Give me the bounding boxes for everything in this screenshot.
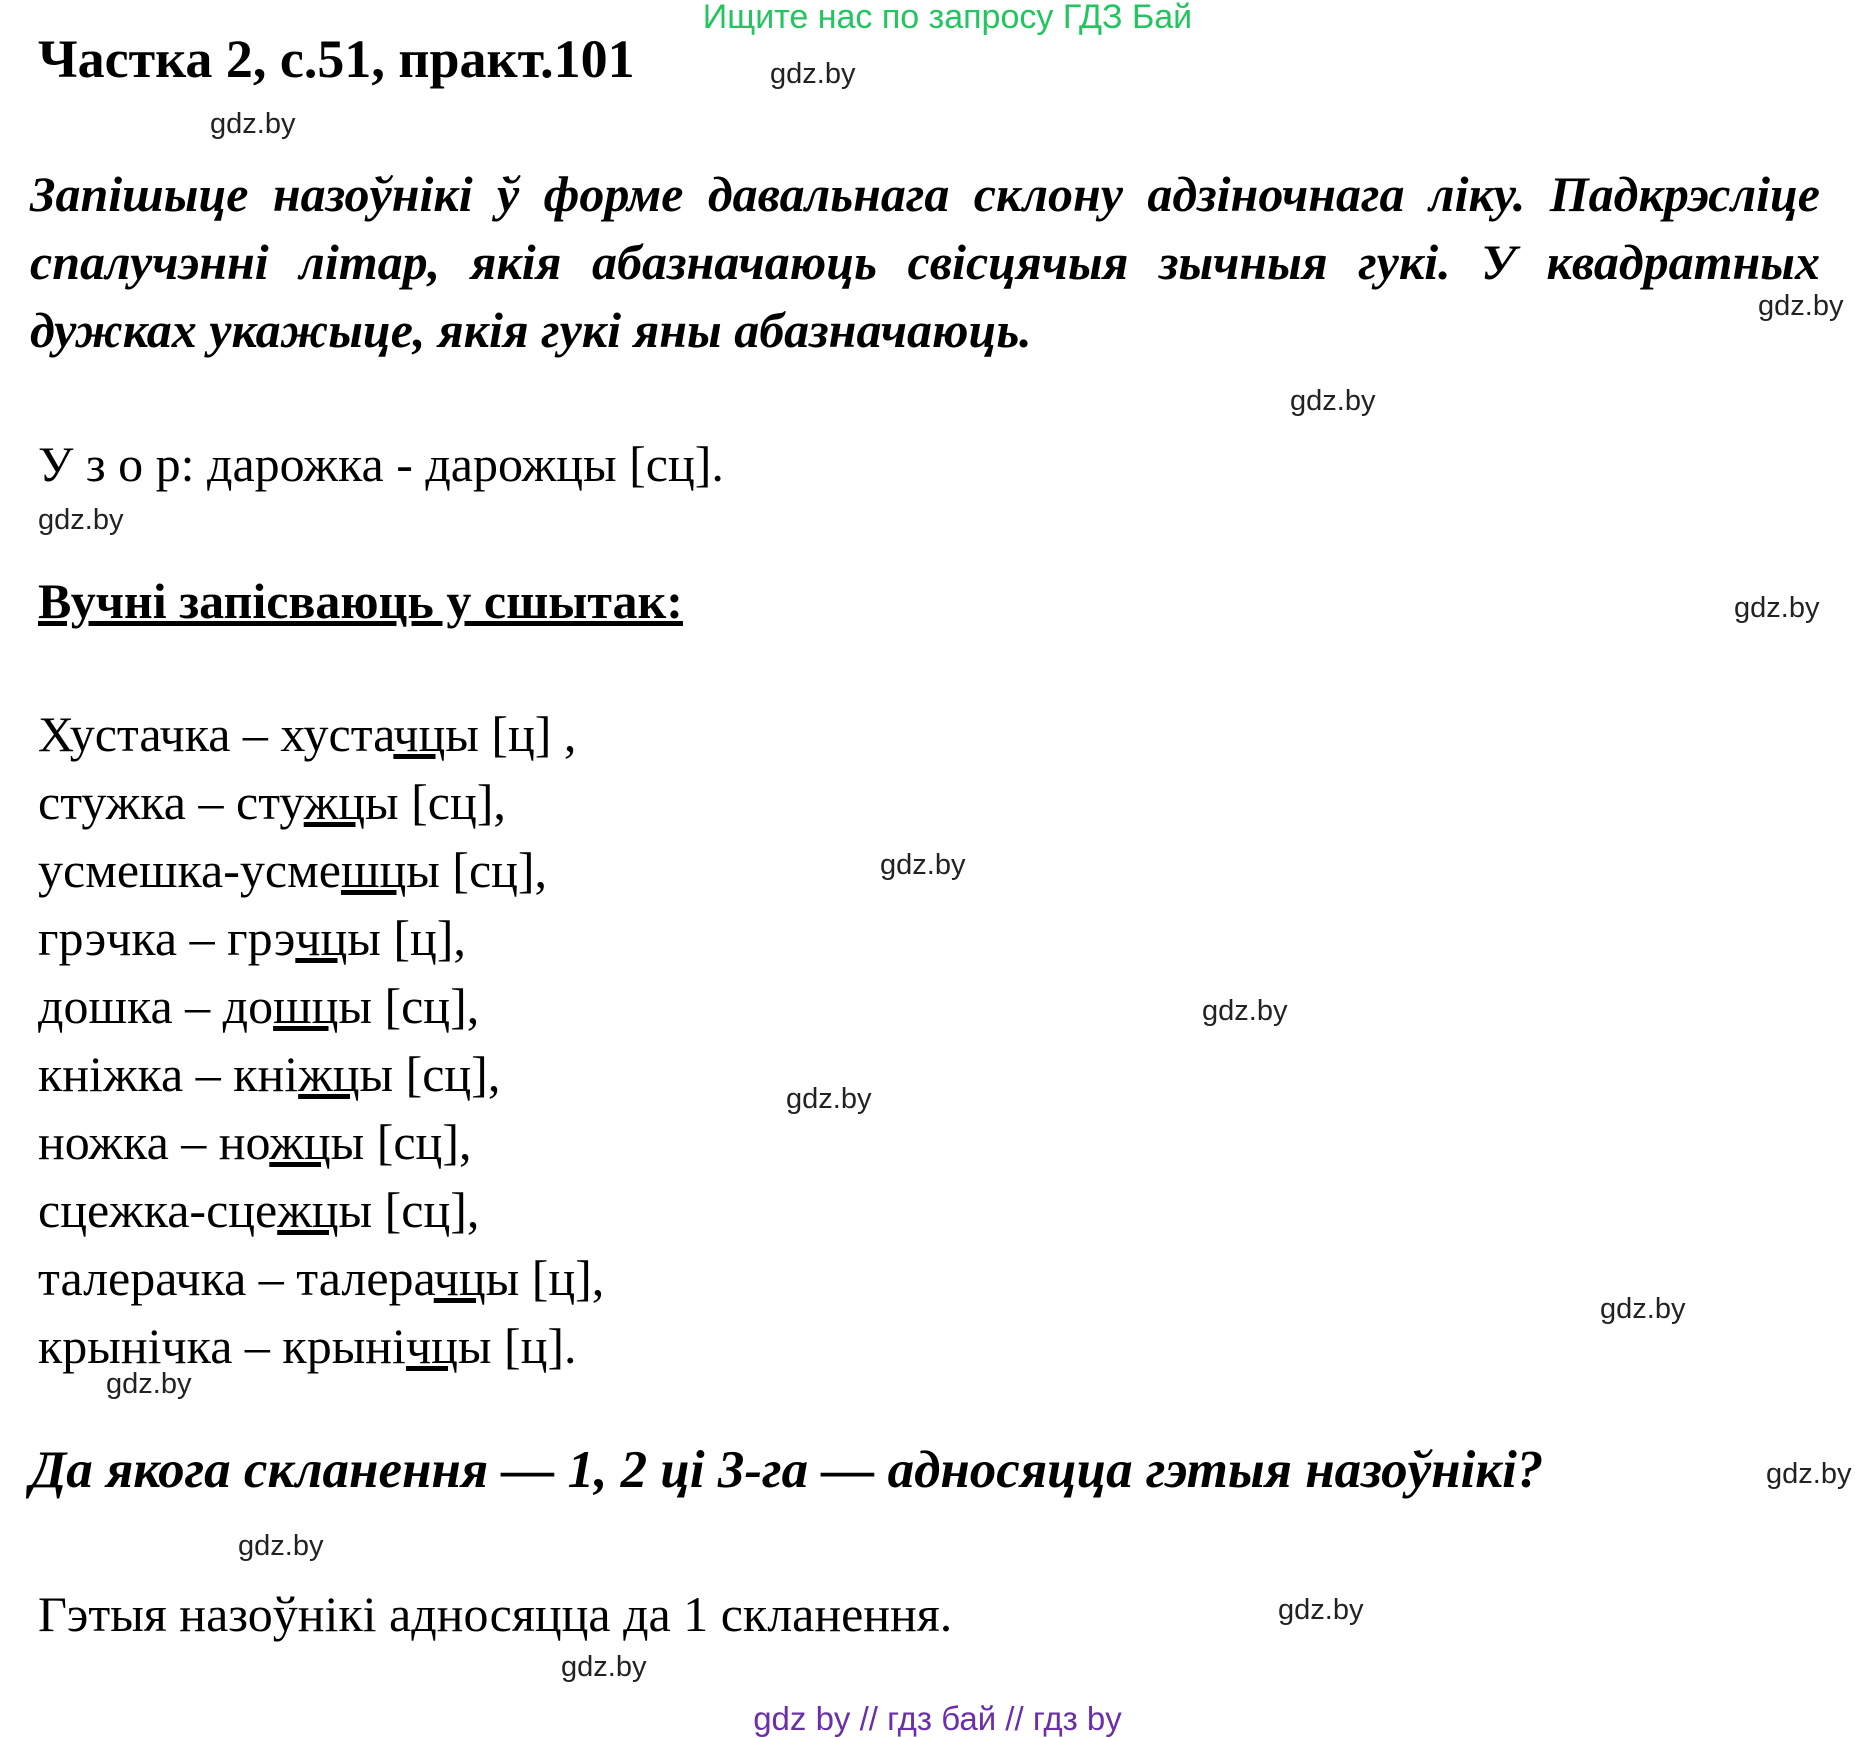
answer-text: Гэтыя назоўнікі адносяцца да 1 скланення. xyxy=(38,1586,953,1642)
word-before: Хустачка – хуста xyxy=(38,706,394,762)
underlined-letters: жц xyxy=(303,774,366,830)
list-item xyxy=(38,1040,604,1108)
underlined-letters: чц xyxy=(393,706,446,762)
watermark: gdz.by xyxy=(1766,1458,1852,1490)
word-before: кніжка – кні xyxy=(38,1046,299,1102)
underlined-letters: шц xyxy=(273,978,339,1034)
underlined-letters: чц xyxy=(405,1318,458,1374)
list-item xyxy=(38,1176,604,1244)
word-after: ы [ц]. xyxy=(457,1318,577,1374)
watermark: gdz.by xyxy=(770,58,856,90)
watermark: gdz.by xyxy=(1202,995,1288,1027)
word-after: ы [сц], xyxy=(330,1114,472,1170)
word-list xyxy=(38,700,604,1380)
list-item xyxy=(38,768,604,836)
list-item xyxy=(38,700,604,768)
list-item xyxy=(38,1108,604,1176)
top-banner: Ищите нас по запросу ГДЗ Бай xyxy=(702,0,1193,36)
watermark: gdz.by xyxy=(238,1530,324,1562)
underlined-letters: жц xyxy=(277,1182,339,1238)
word-before: грэчка – грэ xyxy=(38,910,296,966)
word-after: ы [ц], xyxy=(485,1250,605,1306)
watermark: gdz.by xyxy=(1758,290,1844,322)
list-item xyxy=(38,836,604,904)
footer-links: gdz by // гдз бай // гдз by xyxy=(753,1700,1122,1737)
watermark: gdz.by xyxy=(38,504,124,536)
list-item xyxy=(38,972,604,1040)
word-before: сцежка-сце xyxy=(38,1182,278,1238)
watermark: gdz.by xyxy=(880,849,966,881)
watermark: gdz.by xyxy=(1290,385,1376,417)
underlined-letters: шц xyxy=(340,842,407,898)
word-after: ы [сц], xyxy=(406,842,548,898)
word-after: ы [сц], xyxy=(338,978,480,1034)
word-after: ы [сц], xyxy=(359,1046,501,1102)
question-text: Да якога скланення — 1, 2 ці 3-га — адносяцца гэтыя назоўнікі? xyxy=(30,1441,1544,1499)
word-before: талерачка – талера xyxy=(38,1250,434,1306)
list-item xyxy=(38,904,604,972)
word-after: ы [сц], xyxy=(338,1182,480,1238)
word-before: усмешка-усме xyxy=(38,842,341,898)
word-before: стужка – сту xyxy=(38,774,304,830)
word-after: ы [ц] , xyxy=(445,706,577,762)
sample-text: У з о р: дарожка - дарожцы [сц]. xyxy=(38,436,724,492)
word-after: ы [сц], xyxy=(365,774,506,830)
notebook-heading: Вучні запісваюць у сшытак: xyxy=(38,573,683,629)
word-before: дошка – до xyxy=(38,978,274,1034)
task-text: Запішыце назоўнікі ў форме давальнага склону адзіночнага ліку. Падкрэсліце спалучэнні літар, якія абазначаюць свісцячыя зычныя гукі. У квадратных дужках укажыце, якія гукі яны абазначаюць. xyxy=(30,166,1820,358)
watermark: gdz.by xyxy=(1278,1594,1364,1626)
word-after: ы [ц], xyxy=(347,910,466,966)
watermark: gdz.by xyxy=(1600,1293,1686,1325)
underlined-letters: жц xyxy=(298,1046,360,1102)
underlined-letters: чц xyxy=(433,1250,486,1306)
watermark: gdz.by xyxy=(106,1368,192,1400)
list-item xyxy=(38,1244,604,1312)
word-before: ножка – но xyxy=(38,1114,270,1170)
page-title: Частка 2, с.51, практ.101 xyxy=(38,29,635,89)
word-before: крынічка – крыні xyxy=(38,1318,406,1374)
watermark: gdz.by xyxy=(561,1651,647,1683)
watermark: gdz.by xyxy=(210,108,296,140)
watermark: gdz.by xyxy=(786,1083,872,1115)
underlined-letters: жц xyxy=(269,1114,331,1170)
underlined-letters: чц xyxy=(295,910,348,966)
watermark: gdz.by xyxy=(1734,592,1820,624)
